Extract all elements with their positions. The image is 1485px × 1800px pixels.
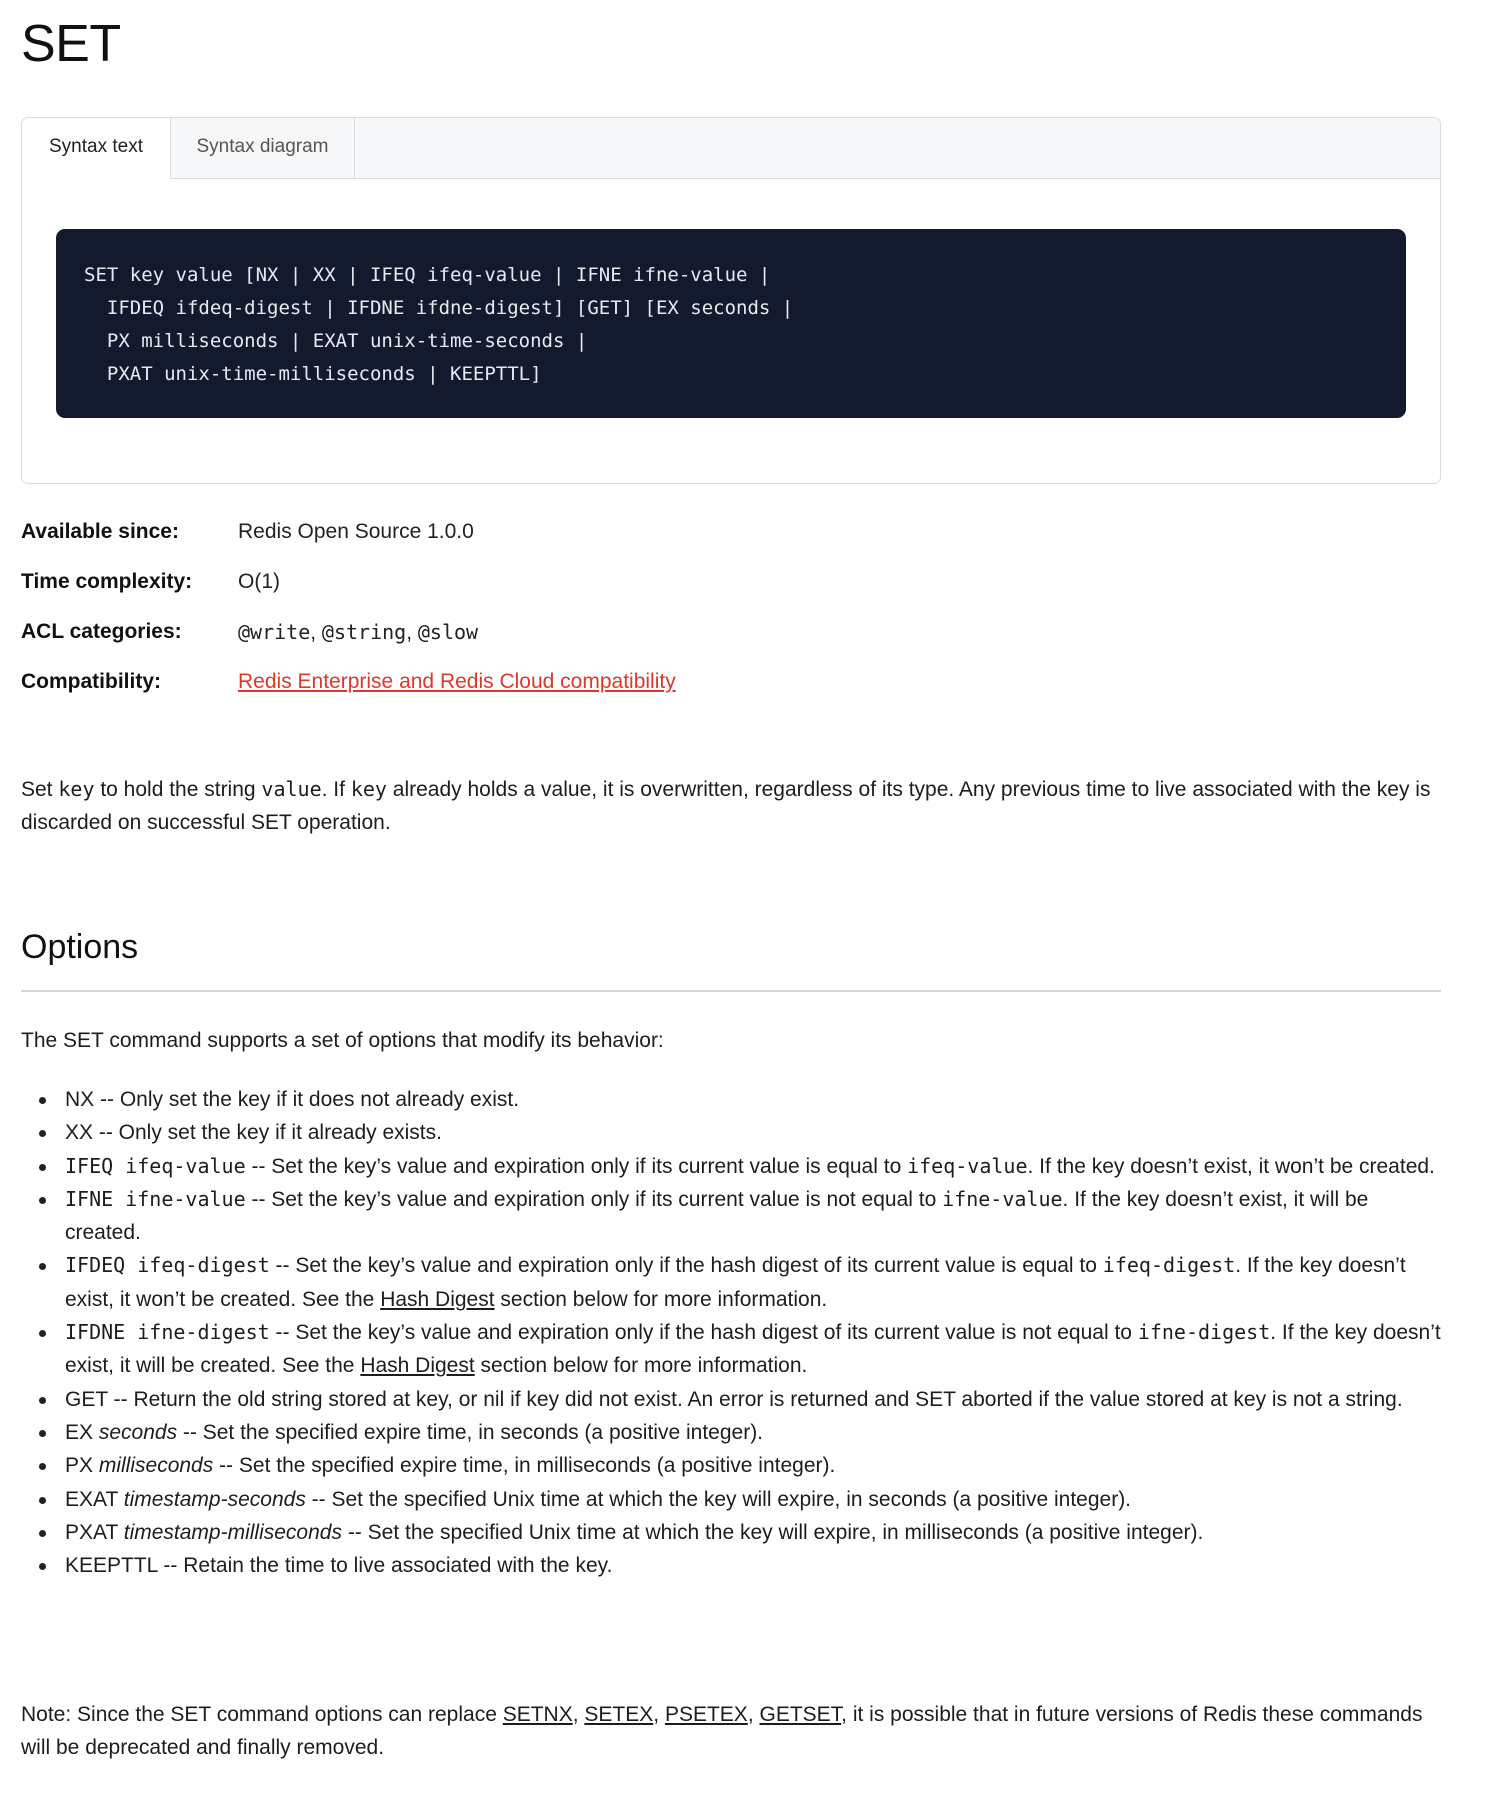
list-item-ifdeq bbox=[65, 1249, 1441, 1316]
option-name: EX bbox=[65, 1420, 99, 1444]
options-heading: Options bbox=[21, 928, 139, 966]
acl-slow: @slow bbox=[417, 620, 479, 644]
note-separator: , bbox=[572, 1703, 585, 1726]
inline-code: key bbox=[350, 777, 387, 801]
option-desc: -- Set the specified expire time, in milliseconds (a positive integer). bbox=[213, 1454, 836, 1478]
list-item-get bbox=[65, 1383, 1441, 1416]
option-desc: section below for more information. bbox=[474, 1354, 808, 1378]
acl-write: @write bbox=[238, 620, 311, 644]
syntax-panel bbox=[21, 117, 1441, 484]
acl-separator: , bbox=[406, 621, 418, 644]
note-paragraph bbox=[21, 1698, 1441, 1764]
option-arg: seconds bbox=[98, 1420, 178, 1444]
hash-digest-link[interactable]: Hash Digest bbox=[360, 1354, 475, 1378]
option-code: IFDEQ ifeq-digest bbox=[65, 1253, 270, 1278]
option-desc: . If the key doesn’t exist, it won’t be created. See the bbox=[65, 1254, 1406, 1311]
inline-code: ifne-value bbox=[942, 1186, 1063, 1211]
tab-syntax-diagram[interactable]: Syntax diagram bbox=[171, 118, 355, 179]
psetex-link[interactable]: PSETEX bbox=[664, 1703, 748, 1726]
option-desc: -- Set the key’s value and expiration only if its current value is not equal to bbox=[245, 1187, 943, 1211]
option-code: IFNE ifne-value bbox=[65, 1186, 246, 1211]
option-name: KEEPTTL bbox=[65, 1554, 158, 1578]
syntax-code-block: SET key value [NX | XX | IFEQ ifeq-value | IFNE ifne-value | IFDEQ ifdeq-digest | IFDNE ifdne-digest] [GET] [EX seconds | PX milliseconds | EXAT unix-time-seconds | PXAT unix-time-milliseconds | KEEPTTL] bbox=[56, 229, 1406, 418]
option-name: XX bbox=[65, 1121, 94, 1145]
list-item-ifdne bbox=[65, 1316, 1441, 1383]
list-item-exat bbox=[65, 1483, 1441, 1516]
intro-text: Set bbox=[21, 778, 59, 801]
option-desc: -- Only set the key if it already exists. bbox=[93, 1121, 442, 1145]
available-since-value: Redis Open Source 1.0.0 bbox=[238, 520, 474, 543]
getset-link[interactable]: GETSET bbox=[759, 1703, 842, 1726]
option-desc: . If the key doesn’t exist, it will be created. bbox=[65, 1187, 1369, 1245]
time-complexity-value: O(1) bbox=[238, 570, 280, 593]
option-arg: timestamp-milliseconds bbox=[123, 1520, 342, 1544]
option-arg: timestamp-seconds bbox=[123, 1487, 306, 1511]
acl-categories-value bbox=[238, 620, 478, 645]
intro-text: already holds a value, it is overwritten, regardless of its type. Any previous time to live associated with the key is discarded on successful SET operation. bbox=[21, 778, 1431, 834]
inline-code: value bbox=[261, 777, 322, 801]
time-complexity-label: Time complexity: bbox=[21, 570, 193, 593]
note-separator: , bbox=[653, 1703, 665, 1726]
options-intro: The SET command supports a set of options that modify its behavior: bbox=[21, 1029, 664, 1052]
tab-syntax-text[interactable]: Syntax text bbox=[22, 118, 171, 179]
option-code: IFDNE ifne-digest bbox=[65, 1320, 270, 1345]
page-title: SET bbox=[21, 15, 121, 73]
intro-paragraph bbox=[21, 773, 1441, 839]
compatibility-label: Compatibility: bbox=[21, 670, 161, 693]
option-desc: -- Set the key’s value and expiration only if the hash digest of its current value is equal to bbox=[269, 1254, 1103, 1278]
options-list bbox=[21, 1083, 1441, 1582]
option-name: PX bbox=[65, 1454, 99, 1478]
inline-code: ifeq-value bbox=[907, 1153, 1028, 1178]
option-code: IFEQ ifeq-value bbox=[65, 1153, 246, 1178]
option-desc: -- Only set the key if it does not already exist. bbox=[94, 1088, 520, 1111]
option-desc: -- Set the specified Unix time at which the key will expire, in seconds (a positive integer). bbox=[305, 1487, 1132, 1511]
list-item-ex bbox=[65, 1416, 1441, 1449]
available-since-label: Available since: bbox=[21, 520, 179, 543]
list-item-keepttl bbox=[65, 1549, 1441, 1582]
note-text: , it is possible that in future versions of Redis these commands will be deprecated and finally removed. bbox=[21, 1703, 1423, 1759]
option-name: NX bbox=[65, 1088, 95, 1111]
compatibility-link[interactable]: Redis Enterprise and Redis Cloud compatibility bbox=[238, 670, 676, 693]
acl-categories-label: ACL categories: bbox=[21, 620, 182, 643]
option-desc: -- Set the specified expire time, in seconds (a positive integer). bbox=[177, 1420, 764, 1444]
note-text: Note: Since the SET command options can replace bbox=[21, 1703, 503, 1726]
option-desc: -- Retain the time to live associated with the key. bbox=[157, 1554, 613, 1578]
option-arg: milliseconds bbox=[98, 1454, 214, 1478]
list-item-nx bbox=[65, 1083, 1441, 1116]
option-name: PXAT bbox=[65, 1520, 124, 1544]
option-desc: section below for more information. bbox=[494, 1287, 828, 1311]
inline-code: ifne-digest bbox=[1137, 1320, 1271, 1345]
option-desc: -- Set the key’s value and expiration only if its current value is equal to bbox=[245, 1154, 908, 1178]
heading-divider bbox=[21, 990, 1441, 992]
list-item-px bbox=[65, 1449, 1441, 1482]
inline-code: key bbox=[58, 777, 95, 801]
option-desc: -- Return the old string stored at key, or nil if key did not exist. An error is returned and SET aborted if the value stored at key is not a string. bbox=[107, 1387, 1403, 1411]
acl-separator: , bbox=[310, 621, 322, 644]
intro-text: . If bbox=[321, 778, 351, 801]
list-item-xx bbox=[65, 1116, 1441, 1149]
intro-text: to hold the string bbox=[94, 778, 262, 801]
option-name: EXAT bbox=[65, 1487, 124, 1511]
syntax-tab-bar bbox=[22, 118, 1440, 179]
inline-code: ifeq-digest bbox=[1102, 1253, 1236, 1278]
hash-digest-link[interactable]: Hash Digest bbox=[380, 1287, 495, 1311]
list-item-pxat bbox=[65, 1516, 1441, 1549]
option-desc: -- Set the key’s value and expiration only if the hash digest of its current value is not equal to bbox=[269, 1321, 1138, 1345]
list-item-ifne bbox=[65, 1183, 1441, 1250]
list-item-ifeq bbox=[65, 1150, 1441, 1183]
option-desc: . If the key doesn’t exist, it will be created. See the bbox=[65, 1321, 1441, 1378]
acl-string: @string bbox=[321, 620, 407, 644]
setnx-link[interactable]: SETNX bbox=[502, 1703, 573, 1726]
setex-link[interactable]: SETEX bbox=[584, 1703, 654, 1726]
option-desc: -- Set the specified Unix time at which the key will expire, in milliseconds (a positive integer). bbox=[341, 1520, 1204, 1544]
option-name: GET bbox=[65, 1387, 108, 1411]
option-desc: . If the key doesn’t exist, it won’t be created. bbox=[1027, 1154, 1435, 1178]
note-separator: , bbox=[747, 1703, 760, 1726]
